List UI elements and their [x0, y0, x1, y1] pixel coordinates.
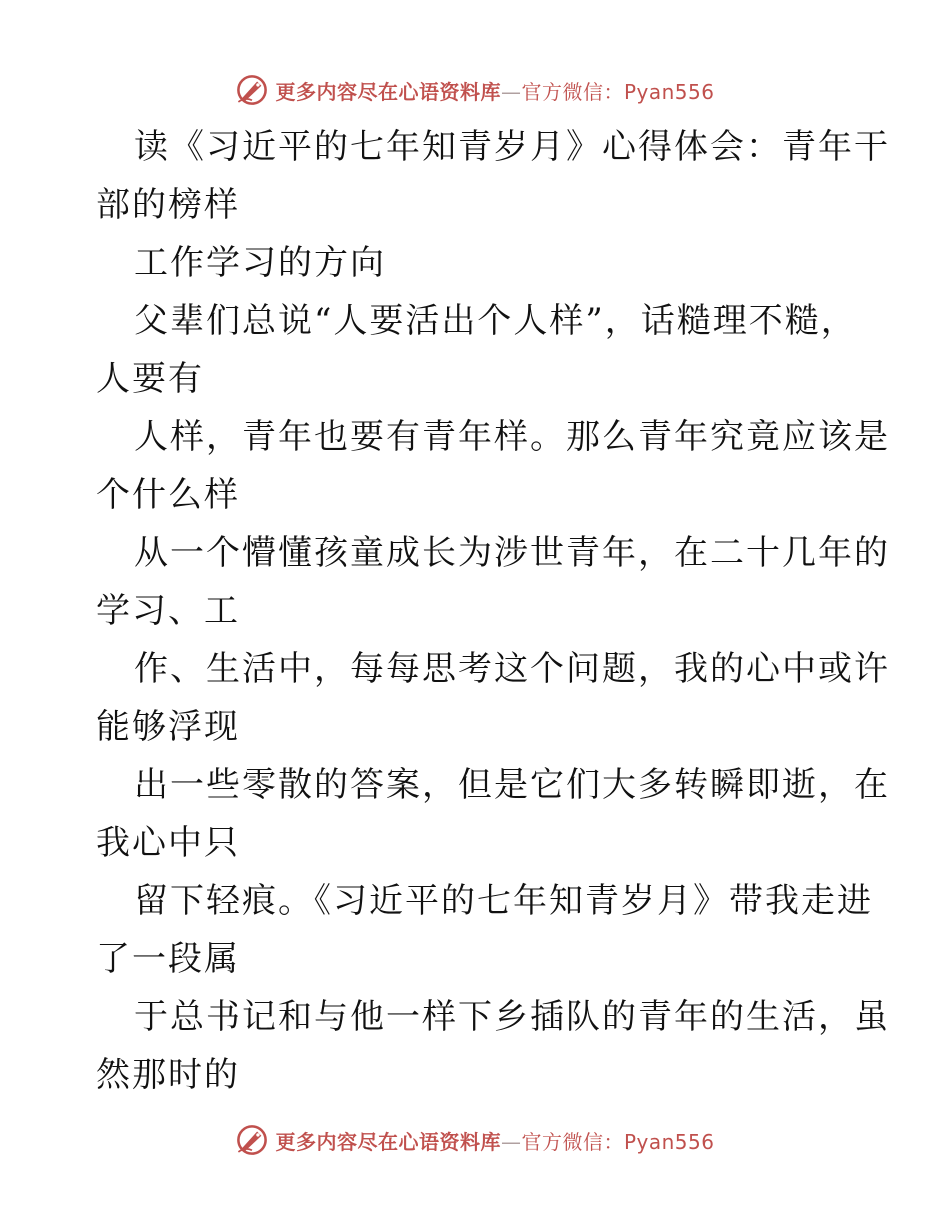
- text-line: 人样，青年也要有青年样。那么青年究竟应该是: [134, 417, 890, 457]
- text-line: 作、生活中，每每思考这个问题，我的心中或许: [134, 649, 890, 689]
- header-brand: 更多内容尽在心语资料库: [275, 79, 501, 104]
- text-line: 能够浮现: [96, 707, 240, 747]
- text-line: 人要有: [96, 359, 204, 399]
- text-line: 出一些零散的答案，但是它们大多转瞬即逝，在: [134, 765, 890, 805]
- text-line: 了一段属: [96, 939, 240, 979]
- footer-banner: [0, 1120, 950, 1160]
- footer-brand: 更多内容尽在心语资料库: [275, 1129, 501, 1154]
- text-line: 从一个懵懂孩童成长为涉世青年，在二十几年的: [134, 533, 890, 573]
- pen-nib-logo-icon: [235, 1123, 269, 1157]
- text-line: 学习、工: [96, 591, 240, 631]
- header-banner: [0, 70, 950, 110]
- header-contact: 官方微信：Pyan556: [521, 79, 715, 104]
- header-banner-text: [275, 76, 714, 105]
- text-line: 然那时的: [96, 1055, 240, 1095]
- text-line: 我心中只: [96, 823, 240, 863]
- pen-nib-logo-icon: [235, 73, 269, 107]
- footer-separator: —: [500, 1129, 522, 1154]
- header-separator: —: [500, 79, 522, 104]
- text-line: 于总书记和与他一样下乡插队的青年的生活，虽: [134, 997, 890, 1037]
- footer-banner-text: [275, 1126, 714, 1155]
- text-line: 个什么样: [96, 475, 240, 515]
- document-body: [96, 118, 890, 1104]
- text-line: 工作学习的方向: [134, 243, 386, 283]
- text-line: 留下轻痕。《习近平的七年知青岁月》带我走进: [134, 881, 873, 921]
- footer-contact: 官方微信：Pyan556: [521, 1129, 715, 1154]
- text-line: 父辈们总说“人要活出个人样”，话糙理不糙，: [134, 301, 857, 341]
- text-line: 部的榜样: [96, 185, 240, 225]
- text-line: 读《习近平的七年知青岁月》心得体会：青年干: [134, 127, 890, 167]
